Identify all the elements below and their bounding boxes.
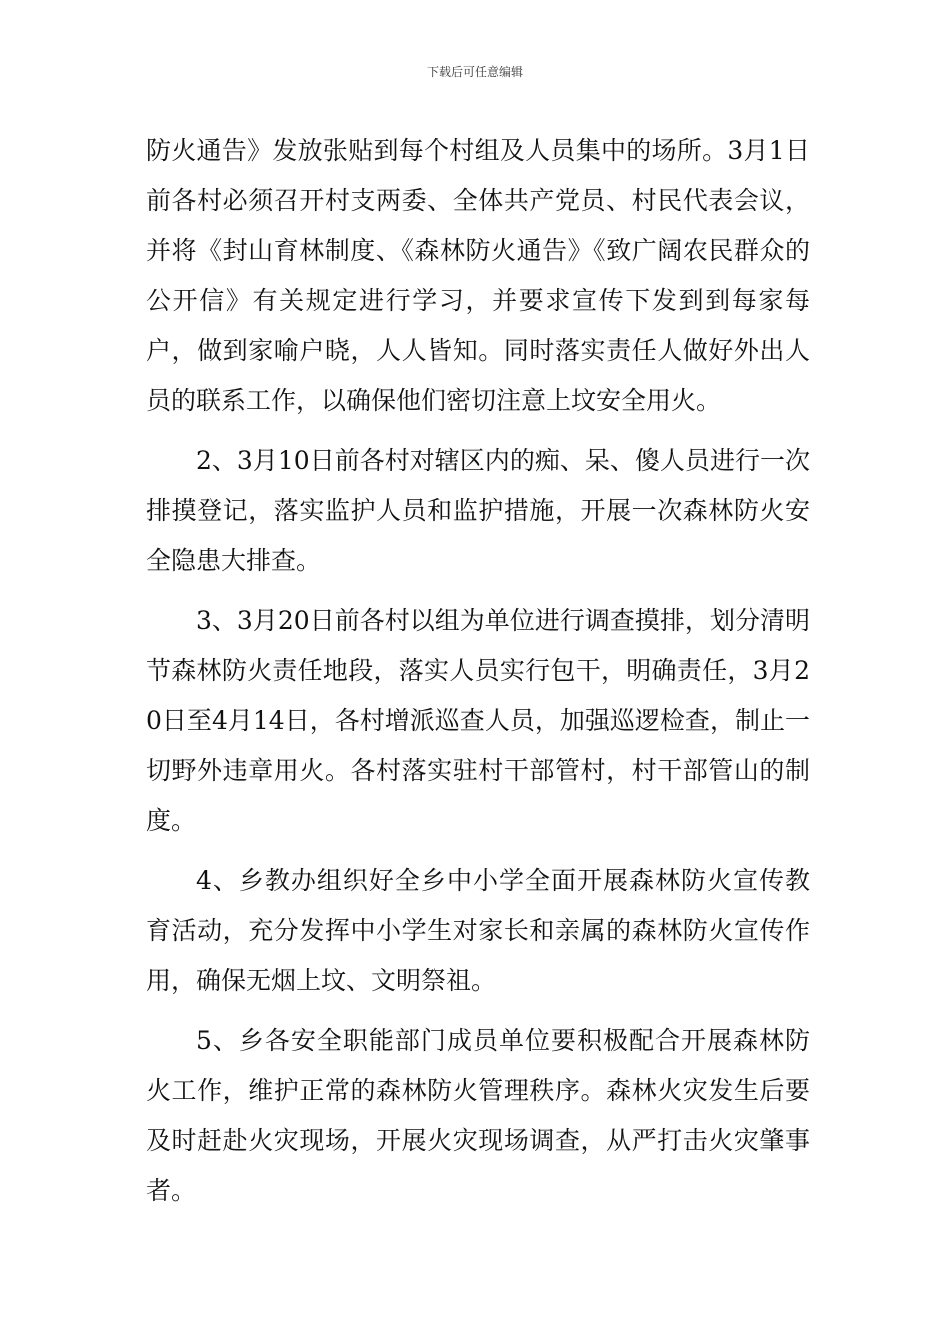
paragraph-continued: 防火通告》发放张贴到每个村组及人员集中的场所。3月1日前各村必须召开村支两委、全体共产党员、村民代表会议，并将《封山育林制度、《森林防火通告》《致广阔农民群众的公开信》有关规定进行学习，并要求宣传下发到到每家每户，做到家喻户晓，人人皆知。同时落实责任人做好外出人员的联系工作，以确保他们密切注意上坟安全用火。 [146, 136, 810, 415]
paragraph-item-2: 2、3月10日前各村对辖区内的痴、呆、傻人员进行一次排摸登记，落实监护人员和监护措施，开展一次森林防火安全隐患大排查。 [146, 446, 810, 575]
paragraph-item-4: 4、乡教办组织好全乡中小学全面开展森林防火宣传教育活动，充分发挥中小学生对家长和亲属的森林防火宣传作用，确保无烟上坟、文明祭祖。 [146, 866, 810, 995]
paragraph-item-3: 3、3月20日前各村以组为单位进行调查摸排，划分清明节森林防火责任地段，落实人员实行包干，明确责任，3月20日至4月14日，各村增派巡查人员，加强巡逻检查，制止一切野外违章用火。各村落实驻村干部管村，村干部管山的制度。 [146, 606, 810, 835]
page-header-note: 下载后可任意编辑 [426, 65, 523, 79]
document-body [146, 126, 810, 1226]
paragraph-item-5: 5、乡各安全职能部门成员单位要积极配合开展森林防火工作，维护正常的森林防火管理秩序。森林火灾发生后要及时赶赴火灾现场，开展火灾现场调查，从严打击火灾肇事者。 [146, 1026, 810, 1205]
